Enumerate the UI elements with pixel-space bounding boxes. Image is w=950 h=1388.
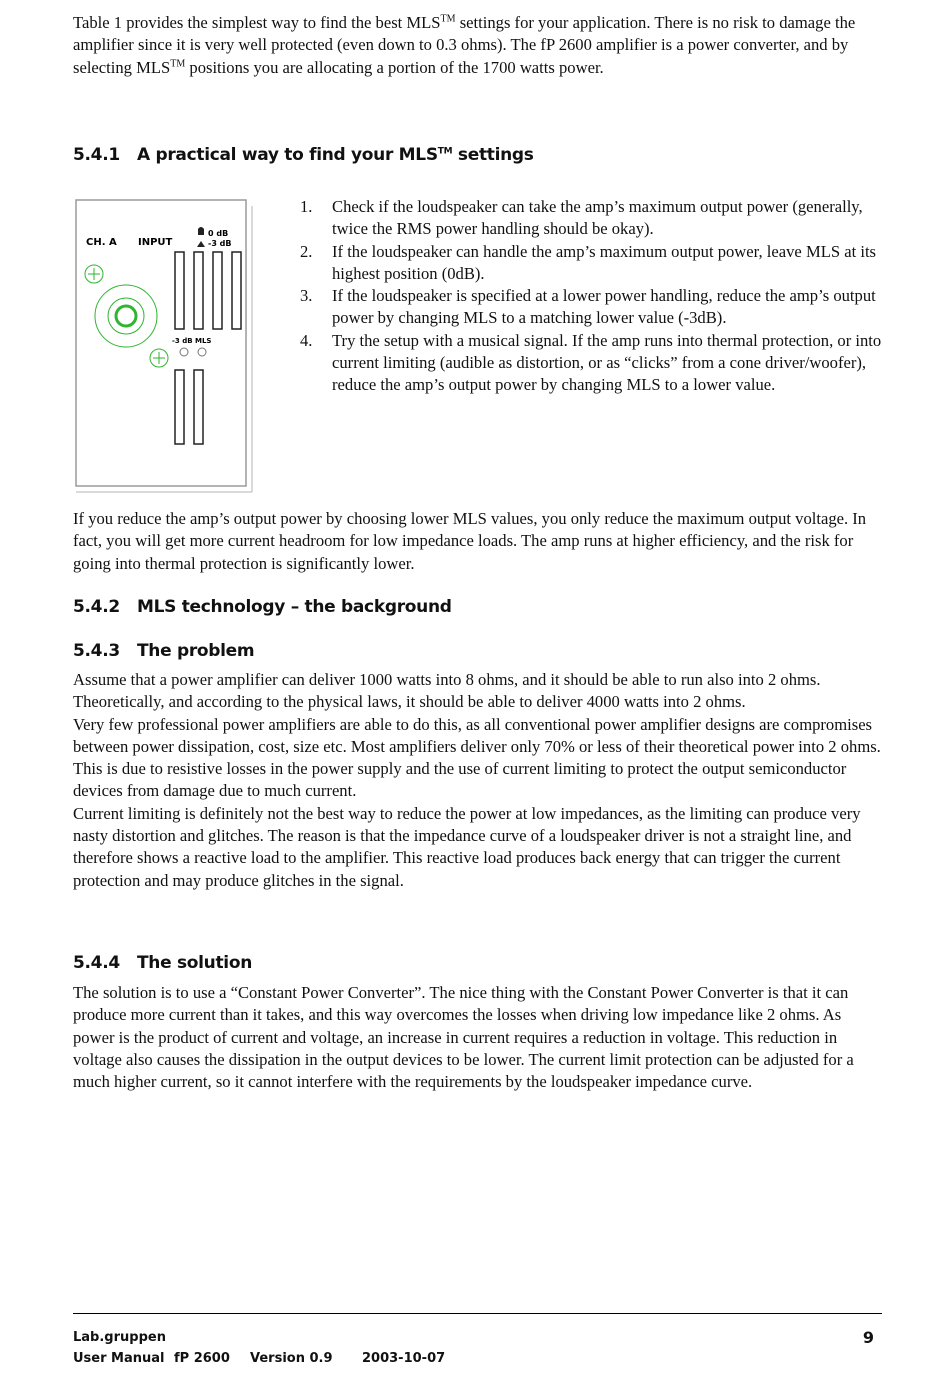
footer-manual: User Manual: [73, 1351, 165, 1366]
problem-paragraph: Very few professional power amplifiers are able to do this, as all conventional power amplifier designs are compromises between power dissipation, cost, size etc. Most amplifiers deliver only 70% or less of their theoretical power into 2 ohms. This is due to resistive losses in the power supply and the use of current limiting to protect the output semiconductor devices from damage due to much current.: [73, 714, 881, 801]
mls-panel-figure: [74, 198, 254, 496]
mls-switch-label: -3 dB MLS: [172, 337, 212, 345]
input-label: INPUT: [138, 237, 173, 248]
channel-label: CH. A: [86, 237, 117, 248]
vent-slots-upper: [175, 252, 241, 329]
reduce-paragraph: If you reduce the amp’s output power by choosing lower MLS values, you only reduce the maximum output voltage. In fact, you will get more current headroom for low impedance loads. The amp runs at higher efficiency, and the risk for going into thermal protection is significantly lower.: [73, 509, 867, 573]
connector-screw-icon: [150, 349, 168, 367]
connector-screw-icon: [85, 265, 103, 283]
vent-slots-lower: [175, 370, 203, 444]
legend-0db-label: 0 dB: [208, 229, 229, 238]
section-heading-5-4-4: 5.4.4 The solution: [73, 953, 253, 973]
mls-switch-mls[interactable]: [198, 348, 206, 356]
xlr-input-connector-icon: [95, 285, 157, 347]
solution-paragraph: The solution is to use a “Constant Power Converter”. The nice thing with the Constant Power Converter is that it can produce more current than it takes, and this way overcomes the losses when driving low impedance like 2 ohms. As power is the product of current and voltage, an increase in current requires a reduction in voltage. This reduction in voltage also causes the dissipation in the output devices to be lower. The current limit protection can be adjusted for a much higher current, so it cannot interfere with the requirements by the loudspeaker impedance curve.: [73, 983, 854, 1092]
legend-3db-icon: [197, 241, 205, 247]
problem-paragraph: Assume that a power amplifier can deliver 1000 watts into 8 ohms, and it should be able to run also into 2 ohms. Theoretically, and according to the physical laws, it should be able to deliver 4000 watts into 2 ohms.: [73, 670, 821, 712]
section-heading-5-4-3: 5.4.3 The problem: [73, 641, 255, 661]
footer-brand: Lab.gruppen: [73, 1330, 166, 1345]
problem-paragraph: Current limiting is definitely not the best way to reduce the power at low impedances, as the limiting can produce very nasty distortion and glitches. The reason is that the impedance curve of a loudspeaker driver is not a straight line, and therefore shows a reactive load to the amplifier. This reactive load produces back energy that can trigger the current protection and may produce glitches in the signal.: [73, 803, 861, 890]
section-heading-5-4-2: 5.4.2 MLS technology – the background: [73, 597, 452, 617]
problem-text: [73, 669, 885, 892]
list-item: 1. Check if the loudspeaker can take the amp’s maximum output power (generally, twice the RMS power handling should be okay).: [300, 197, 863, 239]
intro-paragraph: Table 1 provides the simplest way to find the best MLS™ settings for your application. There is no risk to damage the amplifier since it is very well protected (even down to 0.3 ohms). The fP 2600 amplifier is a power converter, and by selecting MLS™ positions you are allocating a portion of the 1700 watts power.: [73, 13, 856, 77]
footer-date: 2003-10-07: [362, 1351, 446, 1366]
footer-version: Version 0.9: [250, 1351, 333, 1366]
list-item: 4. Try the setup with a musical signal. If the amp runs into thermal protection, or into current limiting (audible as distortion, or as “clicks” from a cone driver/woofer), reduce the amp’s output power by changing MLS to a lower value.: [300, 330, 882, 395]
legend-3db-label: -3 dB: [208, 239, 232, 248]
mls-switch-3db[interactable]: [180, 348, 188, 356]
list-item: 3. If the loudspeaker is specified at a lower power handling, reduce the amp’s output power by changing MLS to a matching lower value (-3dB).: [300, 286, 876, 328]
section-heading-5-4-1: 5.4.1 A practical way to find your MLS™ settings: [73, 145, 534, 165]
list-item: 2. If the loudspeaker can handle the amp’s maximum output power, leave MLS at its highest position (0dB).: [300, 241, 877, 283]
footer-divider: [73, 1313, 882, 1314]
footer-model: fP 2600: [174, 1351, 230, 1366]
legend-0db-icon: [198, 227, 204, 235]
steps-list: [300, 196, 890, 397]
page-number: 9: [862, 1328, 874, 1347]
